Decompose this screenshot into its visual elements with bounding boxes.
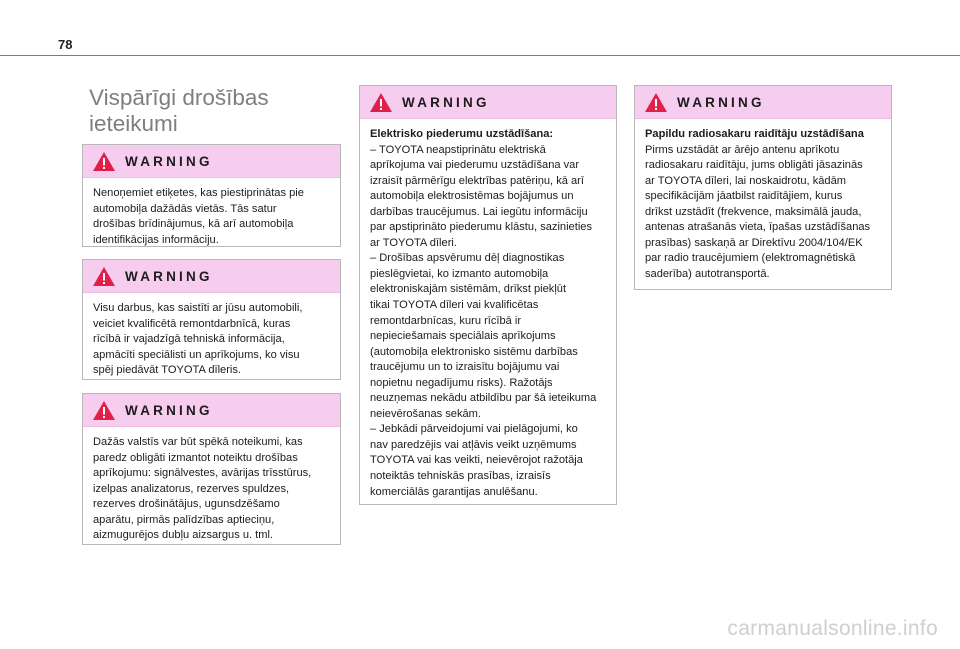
text-line: tikai TOYOTA dīleri vai kvalificētas [370,299,539,312]
text-line: rīcībā ir vajadzīgā tehniskā informācija, [93,333,285,346]
text-line: remontdarbnīcas, kuru rīcībā ir [370,314,522,327]
text-line: (automobiļa elektronisko sistēmu darbības [370,345,578,358]
text-line: radiosakaru raidītāju, jums obligāti jāsazinās [645,159,863,172]
warning-icon [92,151,116,172]
text-line: komerciālās garantijas anulēšanu. [370,485,538,498]
warning-label: WARNING [125,268,213,284]
warning-header [83,260,340,293]
text-line: – Jebkādi pārveidojumi vai pielāgojumi, ko [370,423,578,436]
warning-icon [644,92,668,113]
warning-header [83,145,340,178]
warning-label: WARNING [125,153,213,169]
warning-text [83,178,340,256]
text-line: aprīkojumu: signālvestes, avārijas trīsstūrus, [93,467,312,480]
text-line: ar TOYOTA dīleri. [370,236,457,249]
warning-icon [92,266,116,287]
warning-header [83,394,340,427]
text-line: – TOYOTA neapstiprinātu elektriskā [370,143,546,156]
text-line: aprīkojuma vai piederumu uzstādīšana var [370,159,580,172]
warning-box-radio-transmitters [634,85,892,290]
text-line: drošības brīdinājumus, kā arī automobiļa [93,218,294,231]
text-line: automobiļa dažādās vietās. Tās satur [93,202,277,215]
text-line: prasības) saskaņā ar Direktīvu 2004/104/EK [645,236,863,249]
warning-text [360,119,616,508]
warning-box-labels [82,144,341,247]
text-line: elektroniskajām sistēmām, drīkst piekļūt [370,283,567,296]
top-divider [0,55,960,56]
text-line: noteiktās tehniskās prasības, izraisīs [370,470,551,483]
warning-text [83,293,340,387]
text-line: spēj piedāvāt TOYOTA dīleris. [93,364,241,377]
text-line: antenas atrašanās vieta, īpašas uzstādīšanas [645,221,871,234]
text-line: Visu darbus, kas saistīti ar jūsu automobili, [93,302,303,314]
text-line: Dažās valstīs var būt spēkā noteikumi, kas [93,436,303,448]
text-line: veiciet kvalificētā remontdarbnīcā, kuras [93,317,291,330]
page-title: Vispārīgi drošības ieteikumi [89,85,269,136]
watermark-text: carmanualsonline.info [727,617,938,640]
warning-box-repairs [82,259,341,380]
text-line: ar TOYOTA dīleri, lai noskaidrotu, kādām [645,174,847,187]
warning-label: WARNING [402,94,490,110]
warning-header [635,86,891,119]
text-line: TOYOTA vai kas veikti, neievērojot ražotāja [370,454,583,467]
text-line: – Drošības apsvērumu dēļ diagnostikas [370,252,565,265]
text-line: par radio traucējumiem (elektromagnētiskā [645,252,856,265]
warning-box-safety-equipment [82,393,341,545]
text-line: specifikācijām jāatbilst raidītājiem, kurus [645,190,843,203]
warning-label: WARNING [125,402,213,418]
text-line: automobiļa elektrosistēmas bojājumus un [370,190,574,203]
warning-text [635,119,891,290]
text-line: nopietnu negadījumu risks). Ražotājs [370,376,553,389]
text-line: pieslēgvietai, ko izmanto automobiļa [370,267,549,280]
text-line: darbības traucējumus. Lai iegūtu informāciju [370,205,588,218]
text-line: nepieciešamais speciālais aprīkojums [370,330,556,343]
warning-text [83,427,340,552]
text-line: nav paredzējis vai atļāvis veikt uzņēmums [370,438,577,451]
text-line: Pirms uzstādāt ar ārējo antenu aprīkotu [645,143,840,156]
text-line: izraisīt pārmērīgu elektrības patēriņu, kā arī [370,174,584,187]
text-line: drīkst uzstādīt (frekvence, maksimālā jauda, [645,205,862,218]
page-number: 78 [58,37,73,52]
text-line: neievērošanas sekām. [370,407,481,420]
warning-icon [369,92,393,113]
warning-heading: Papildu radiosakaru raidītāju uzstādīšana [645,128,864,140]
text-line: apmācīti speciālisti un aprīkojums, ko visu [93,348,300,361]
text-line: paredz obligāti izmantot noteiktu drošības [93,451,298,464]
warning-label: WARNING [677,94,765,110]
text-line: aparātu, pirmās palīdzības aptieciņu, [93,513,275,526]
warning-icon [92,400,116,421]
text-line: izelpas analizatorus, rezerves spuldzes, [93,482,290,495]
text-line: traucējumu un to izraisītu bojājumu vai [370,361,560,374]
text-line: identifikācijas informāciju. [93,233,219,246]
text-line: rezerves drošinātājus, ugunsdzēšamo [93,498,280,511]
text-line: par apstiprināto piederumu klāstu, sazinieties [370,221,592,234]
warning-heading: Elektrisko piederumu uzstādīšana: [370,128,554,140]
text-line: saderība) autotransportā. [645,267,770,280]
text-line: Nenoņemiet etiķetes, kas piestiprinātas pie [93,187,304,199]
warning-header [360,86,616,119]
text-line: aizmugurējos dubļu aizsargus u. tml. [93,529,274,542]
warning-box-electrical-accessories [359,85,617,505]
text-line: neuzņemas nekādu atbildību par šā ieteikuma [370,392,597,405]
